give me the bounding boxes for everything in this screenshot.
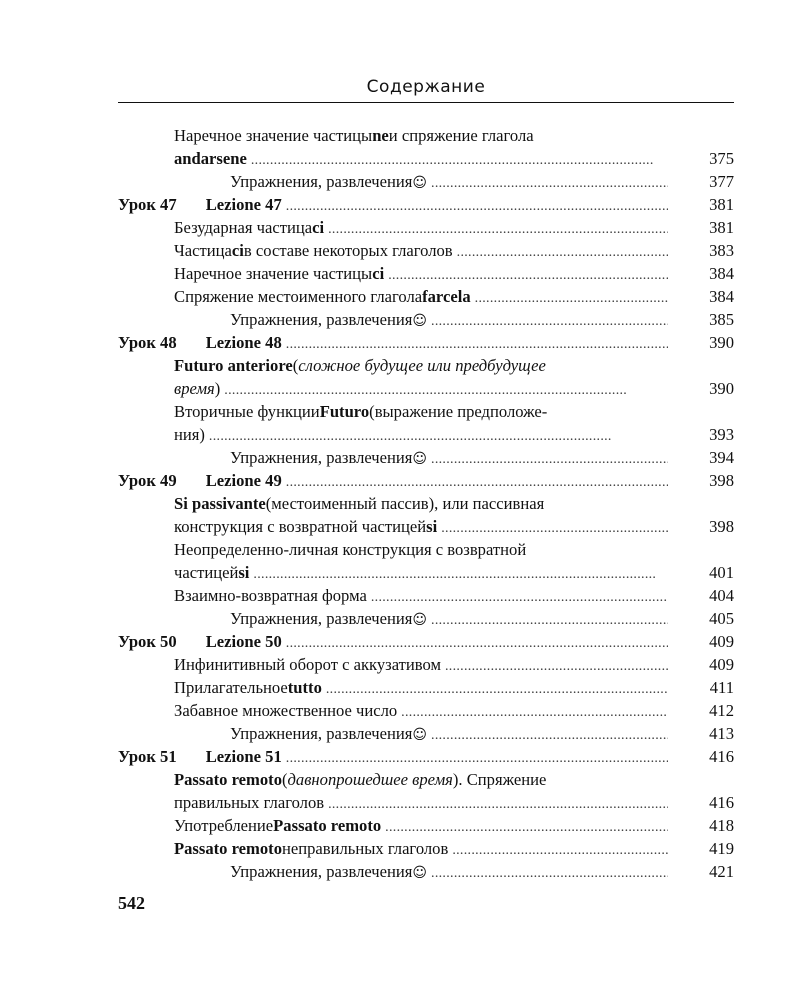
toc-entry-exercises xyxy=(118,446,734,469)
entry-term: si xyxy=(426,517,438,536)
dot-leader xyxy=(388,262,668,285)
page-number: 384 xyxy=(709,264,734,283)
entry-term: ci xyxy=(372,264,385,283)
entry-term: Passato remoto xyxy=(273,816,382,835)
dot-leader xyxy=(431,722,668,745)
page-number: 405 xyxy=(709,609,734,628)
toc-lesson-heading xyxy=(118,630,734,653)
lesson-ru: Урок 47 xyxy=(118,195,177,214)
entry-term: ci xyxy=(231,241,244,260)
dot-leader xyxy=(286,193,668,216)
entry-term: Passato remoto xyxy=(174,770,282,789)
smiley-icon: ☺ xyxy=(412,313,428,329)
entry-text: Частица xyxy=(174,241,232,260)
entry-text: Инфинитивный оборот с аккузативом xyxy=(174,655,441,674)
page-number-footer: 542 xyxy=(118,893,145,913)
page-number: 390 xyxy=(709,333,734,352)
smiley-icon: ☺ xyxy=(412,865,428,881)
page-number: 419 xyxy=(709,839,734,858)
lesson-it: Lezione 49 xyxy=(205,471,282,490)
toc-entry xyxy=(118,791,734,814)
toc-entry xyxy=(118,653,734,676)
entry-text: ния) xyxy=(174,425,205,444)
page-number: 393 xyxy=(709,425,734,444)
toc-lesson-heading xyxy=(118,745,734,768)
page-number: 381 xyxy=(709,195,734,214)
page-number: 398 xyxy=(709,471,734,490)
dot-leader xyxy=(431,446,668,469)
dot-leader xyxy=(371,584,668,607)
entry-text: ). Спряжение xyxy=(452,770,547,789)
smiley-icon: ☺ xyxy=(412,175,428,191)
entry-text: (местоименный пассив), или пассивная xyxy=(265,494,545,513)
dot-leader xyxy=(452,837,668,860)
page-number: 384 xyxy=(709,287,734,306)
entry-text: Упражнения, развлечения xyxy=(230,172,413,191)
entry-text: Безударная частица xyxy=(174,218,313,237)
entry-text: Упражнения, развлечения xyxy=(230,724,413,743)
toc-entry xyxy=(118,584,734,607)
running-header: Содержание xyxy=(366,77,486,97)
page-number: 411 xyxy=(709,678,734,697)
toc-entry-continued xyxy=(118,400,734,423)
lesson-ru: Урок 50 xyxy=(118,632,177,651)
page-number: 421 xyxy=(709,862,734,881)
entry-text: ( xyxy=(282,770,288,789)
page-number: 412 xyxy=(709,701,734,720)
toc-entry-continued xyxy=(118,768,734,791)
page-number: 381 xyxy=(709,218,734,237)
smiley-icon: ☺ xyxy=(412,451,428,467)
entry-term: tutto xyxy=(287,678,322,697)
entry-text: Забавное множественное число xyxy=(174,701,398,720)
entry-text: в составе некоторых глаголов xyxy=(243,241,453,260)
toc-entry xyxy=(118,216,734,239)
toc-entry xyxy=(118,377,734,400)
toc-entry-exercises xyxy=(118,860,734,883)
dot-leader xyxy=(441,515,668,538)
dot-leader xyxy=(286,745,668,768)
page-number: 375 xyxy=(709,149,734,168)
dot-leader xyxy=(431,170,668,193)
dot-leader xyxy=(286,331,668,354)
entry-text: Спряжение местоименного глагола xyxy=(174,287,423,306)
toc-entry-continued xyxy=(118,538,734,561)
page-number: 377 xyxy=(709,172,734,191)
toc-entry xyxy=(118,285,734,308)
entry-italic: время xyxy=(174,379,215,398)
entry-text: Упражнения, развлечения xyxy=(230,862,413,881)
lesson-ru: Урок 48 xyxy=(118,333,177,352)
entry-text: конструкция с возвратной частицей xyxy=(174,517,427,536)
toc-entry xyxy=(118,262,734,285)
lesson-ru: Урок 51 xyxy=(118,747,177,766)
entry-text: ) xyxy=(214,379,221,398)
table-of-contents xyxy=(118,124,734,883)
entry-text: Наречное значение частицы xyxy=(174,264,373,283)
dot-leader xyxy=(286,630,668,653)
page-number: 390 xyxy=(709,379,734,398)
entry-term: Futuro xyxy=(319,402,370,421)
page-number: 383 xyxy=(709,241,734,260)
entry-term: Si passivante xyxy=(174,494,266,513)
smiley-icon: ☺ xyxy=(412,727,428,743)
toc-entry-continued xyxy=(118,354,734,377)
toc-entry xyxy=(118,515,734,538)
page-number: 401 xyxy=(709,563,734,582)
toc-entry xyxy=(118,699,734,722)
entry-italic: давнопрошедшее время xyxy=(287,770,453,789)
entry-text: Употребление xyxy=(174,816,274,835)
toc-entry-exercises xyxy=(118,722,734,745)
toc-entry xyxy=(118,239,734,262)
entry-text: Наречное значение частицы xyxy=(174,126,373,145)
toc-entry-continued xyxy=(118,124,734,147)
dot-leader xyxy=(445,653,668,676)
entry-term: Futuro anteriore xyxy=(174,356,293,375)
entry-term: ci xyxy=(312,218,325,237)
page-number: 385 xyxy=(709,310,734,329)
page-number: 398 xyxy=(709,517,734,536)
dot-leader xyxy=(286,469,668,492)
toc-entry xyxy=(118,837,734,860)
dot-leader xyxy=(251,147,668,170)
entry-text: Упражнения, развлечения xyxy=(230,310,413,329)
entry-term: si xyxy=(238,563,250,582)
entry-text: Упражнения, развлечения xyxy=(230,609,413,628)
dot-leader xyxy=(431,308,668,331)
toc-entry-exercises xyxy=(118,607,734,630)
entry-text: (выражение предположе- xyxy=(369,402,548,421)
toc-entry xyxy=(118,814,734,837)
toc-entry xyxy=(118,561,734,584)
entry-text: частицей xyxy=(174,563,239,582)
toc-lesson-heading xyxy=(118,469,734,492)
lesson-it: Lezione 47 xyxy=(205,195,282,214)
dot-leader xyxy=(475,285,668,308)
dot-leader xyxy=(431,860,668,883)
entry-text: Вторичные функции xyxy=(174,402,320,421)
dot-leader xyxy=(328,791,668,814)
page-number: 409 xyxy=(709,632,734,651)
toc-lesson-heading xyxy=(118,331,734,354)
entry-term: Passato remoto xyxy=(174,839,282,858)
page-number: 418 xyxy=(709,816,734,835)
lesson-it: Lezione 48 xyxy=(205,333,282,352)
dot-leader xyxy=(253,561,668,584)
toc-entry xyxy=(118,676,734,699)
entry-text: ( xyxy=(292,356,299,375)
lesson-it: Lezione 50 xyxy=(205,632,282,651)
page-number: 394 xyxy=(709,448,734,467)
smiley-icon: ☺ xyxy=(412,612,428,628)
header-rule xyxy=(118,102,734,103)
entry-text: неправильных глаголов xyxy=(282,839,449,858)
entry-text: и спряжение глагола xyxy=(388,126,534,145)
dot-leader xyxy=(224,377,668,400)
lesson-ru: Урок 49 xyxy=(118,471,177,490)
page-number: 409 xyxy=(709,655,734,674)
entry-text: Взаимно-возвратная форма xyxy=(174,586,367,605)
dot-leader xyxy=(328,216,668,239)
entry-term: ne xyxy=(372,126,389,145)
toc-entry-continued xyxy=(118,492,734,515)
dot-leader xyxy=(326,676,668,699)
lesson-it: Lezione 51 xyxy=(205,747,282,766)
page-number: 404 xyxy=(709,586,734,605)
entry-text: Упражнения, развлечения xyxy=(230,448,413,467)
entry-text: Прилагательное xyxy=(174,678,288,697)
entry-text: правильных глаголов xyxy=(174,793,325,812)
page-number: 416 xyxy=(709,747,734,766)
toc-entry xyxy=(118,147,734,170)
page-number: 416 xyxy=(709,793,734,812)
entry-term: farcela xyxy=(422,287,471,306)
dot-leader xyxy=(457,239,668,262)
dot-leader xyxy=(401,699,668,722)
dot-leader xyxy=(209,423,668,446)
dot-leader xyxy=(431,607,668,630)
entry-term: andarsene xyxy=(174,149,247,168)
toc-entry-exercises xyxy=(118,170,734,193)
dot-leader xyxy=(385,814,668,837)
entry-italic: сложное будущее или предбудущее xyxy=(298,356,546,375)
toc-entry xyxy=(118,423,734,446)
toc-lesson-heading xyxy=(118,193,734,216)
toc-entry-exercises xyxy=(118,308,734,331)
entry-text: Неопределенно-личная конструкция с возвратной xyxy=(174,540,527,559)
page-number: 413 xyxy=(709,724,734,743)
